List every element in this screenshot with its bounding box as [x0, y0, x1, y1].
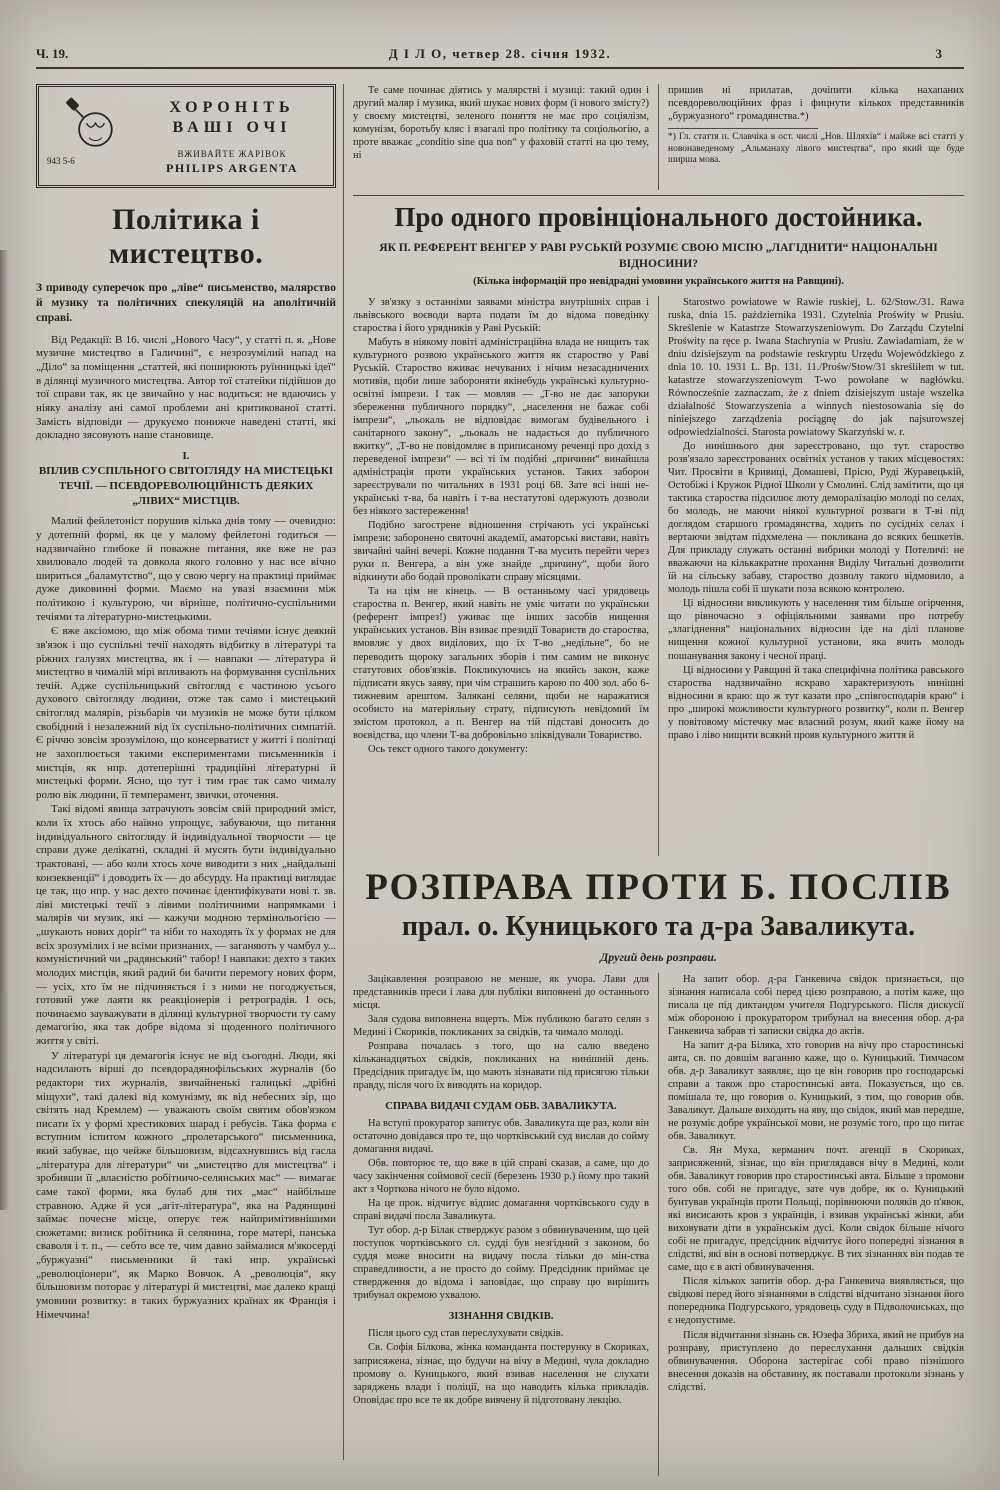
paragraph: Ось текст одного такого документу: — [368, 743, 528, 755]
paragraph: У літературі ця демагогія існує не від сьогодні. Люди, які надсилають вірші до псевдорадянофільських журналів (бо редактори тих журналів, звичайненькі галицькі „дрібні міщухи“, такі далекі від комунізму, як від небесних зір, що світять над Кремлем) — уважають своїм святим обов'язком писати їх у формі хрестикових шарад і ребусів. Така форма є вступним іспитом кожного „пролетарського“ письменника, який забуває, що чейже більшовизм, відсахнувшись від гасла „література для літератури“ чи „мистецтво для мистецтва“ і зробивши її „власністю робітничо-селянських мас“ — вимагає саме такої форми, яка булаб для тих „мас“ найбільше стравною. Адже й уся „агіт-література“, яка на Радянщині займає почесне місце, оперує теж найпримітивнішими сюжетами: визиск робітника й селянина, горе матері, панська сваволя і т. п., — себто все те, чим давно займалися м'якосерді „буржуазні“ письменники й такі нпр. українські „революціонери“, як Марко Вовчок. А „революція“, яку більшовизм поторає у літературі й мистецтві, має далеко кращі умовини розвитку: в таких буржуазних країнах як Франція і Німеччина! — [36, 1049, 336, 1321]
article-trial-title-line2: прал. о. Куницького та д-ра Заваликута. — [401, 911, 916, 943]
trial-left-column — [353, 973, 649, 1476]
editorial-note: Від Редакції: В 16. числі „Нового Часу“, у статті п. я. „Нове музичне мистецтво в Галичині“, є незрозумілий напад на „Діло“ за поміщення „статтей, які поширюють руїнницькі ідеї“ в ділянці музичного мистецтва. Автор тої статейки підійшов до тої справи так, як це звичайно у нас водиться: не вдаючись у ніяку аналізу ані самої проблеми ані критикованої статті. Замість відповіди — друкуємо понижче наведені статті, які докладно зясовують наше становище. — [36, 333, 336, 442]
paragraph: Мабуть в ніякому повіті адміністраційна влада не нищить так культурного розвою українського життя як староство у Раві Руській. Староство вживає нечуваних і нічим незасадничених мотивів, щоби лише забороняти якінебудь українські культурно-освітні імпрези. І так — мовляв — „Т-во не дає запоруки збереження публичного порядку“, „населення не бажає собі імпрези“, „льокаль не відповідає вимогам будівельного і санітарного закону“, „льокаль не надається до публичного вжитку“, „Т-во не повідомляє в приписаному реченці про дохід з переведеної імпрези“ — всі ті їм подібні „причини“ винайшла адміністрація проти українських установ. Таких заборон зареєстрували по читальнях в 1931 році 68. Зате всі інші не-українські т-ва, ба навіть і т-ва нестатутові одержують дозволи без ніякого застереження! — [353, 337, 649, 518]
paragraph: Св. Софія Білкова, жінка команданта постерунку в Скориках, заприсяжена, зізнає, що будучи на вічу в Медині, чула докладно промову о. Куницького, який взивав населення не слухати заряджень влади і поліції, на що наводить кілька прикладів. Оповідає про все те як добре вивчену й підготовану лекцію. — [353, 1342, 649, 1406]
paragraph: На це прок. відчитує відпис домагання чортківського суду в справі видачі посла Заваликута. — [353, 1198, 649, 1223]
continuation-column-2 — [668, 84, 964, 190]
paragraph: Те саме починає діятись у малярстві і музиці: такий один і другий маляр і музика, який шукає нових форм (і нового змісту?) у своєму мистецтві, зеленого поняття не має про соціялізм, комунізм, боротьбу кляс і взагалі про політику та соціольогію, а проте вважає „conditio sine qua non“ у фаховій статті на цю тему, ні — [353, 85, 649, 162]
paragraph: Зацікавлення розправою не менше, як учора. Лави для представників преси і лава для публіки виповнені до останнього місця. — [353, 974, 649, 1012]
paragraph: Та на цім не кінець. — В останньому часі урядовець староства п. Венгер, який навіть не уміє читати по українськи (референт імпрез!) уживає ще інших засобів нищення українських установ. Він взиває президії Товариств до староства, вмовляє у двох виділових, що їх Т-во „недільне“, бо не переводить щороку загальних зборів і тим самим не виконує статутових обов'язків. Покликуючись на якийсь закон, каже підписати якусь заяву, при чім страшить карою по 400 зол. або 6-тижневим арештом. Залякані селяни, щоби не наражатися особисто на матеріяльну страту, підписують невідомий їм змістом протокол, а п. Венгер на тій підставі доносить до воєвідства, що члени Т-ва добровільно зліквідували Товариство. — [353, 586, 649, 741]
article-trial-title-line1: РОЗПРАВА ПРОТИ Б. ПОСЛІВ — [365, 867, 952, 909]
article-continuation — [353, 84, 964, 190]
dignitary-right-column — [668, 296, 964, 856]
page-edge-shadow — [0, 250, 9, 1210]
paragraph: Розправа почалась з того, що на салю введено кільканадцятьох свідків, покликаних на нинішній день. Предсідник пригадує їм, що мають зізнавати під присягою тільки правду, після чого їх виводять на коридор. — [353, 1041, 649, 1092]
paragraph: Ці відносини у Равщині й така специфічна політика равського староства надзвичайно яскраво характеризують нинішні відносини в краю: що ж тут казати про „співгосподарів краю“ і про „широкі можливости культурного розвитку“, коли п. Венгер у повітовому містечку має власний розум, який каже йому на право і ліво нищити всякий прояв культурного життя й — [668, 664, 964, 741]
section-title: ВПЛИВ СУСПІЛЬНОГО СВІТОГЛЯДУ НА МИСТЕЦЬКІ ТЕЧІЇ. — ПСЕВДОРЕВОЛЮЦІЙНІСТЬ ДЕЯКИХ „ЛІВИХ“ МИСТЦІВ. — [38, 464, 334, 507]
trial-subheading-2: ЗІЗНАННЯ СВІДКІВ. — [448, 1311, 554, 1323]
column-divider — [658, 84, 659, 190]
paragraph: Такі відомі явища затрачують зовсім свій природний зміст, коли їх хтось або наївно упрощує, забуваючи, що питання індивідуального світогляду й індивідуальної творчости — це справи дуже делікатні, складні й мусять бути індивідуально трактовані, — або коли хтось хоче виводити з них „найдальші конзеквенції“ і доводить їх — до абсурду. На практиці виглядає це так, що нпр. у нас дехто починає ідентифікувати нові т. зв. ліві мистецькі течії з лівими політичними напрямками і малярів чи музик, які — кажучи модною термінольогією — „шукають нових доріг“ та ніби то находять їх у формах не для всіх зрозумілих і не всіми признаних, — заганяють у чамбул у... комуністичний чи „радянський“ табор! І навпаки: дехто з таких молодих мистців, який радий би бачити перемогу нових форм, — усіх, хто їм не підчиняється і з ними не погоджується, готовий уже лаяти як реакціонерів і ретроградів. І ось, починаємо зауважувати в ділянці культурної творчости ту саму демагогію, яка так добре відома зі щоденного політичного життя у світі. — [36, 803, 336, 1048]
dignitary-left-column — [353, 296, 649, 856]
trial-right-column — [668, 973, 964, 1476]
paragraph: На запит д-ра Біляка, хто говорив на вічу про старостинські авта, св. по довшім ваганню каже, що о. Куницький. Тимчасом обв. д-р Заваликут заявляє, що це він говорив про господарські справи а також про старостинські авта. Показується, що св. помішала те, що говорив о. Куницький, з тим, що говорив обв. Заваликут. Дальше виходить на яву, що свідок, який мав передше, не розуміє добре української мови, не розуміє того, про що питає обв. Заваликут. — [668, 1040, 964, 1143]
ad-text-area — [139, 95, 325, 180]
trial-subheading-1: СПРАВА ВИДАЧІ СУДАМ ОБВ. ЗАВАЛИКУТА. — [385, 1101, 617, 1113]
article-politics-title: Політика і мистецтво. — [108, 203, 264, 270]
article-dignitary-columns — [353, 296, 964, 856]
paragraph: Обв. повторює те, що вже в цій справі сказав, а саме, що до часу закінчення соймової сесії (березень 1930 р.) йому про такий акт з Чорткова нічого не було відомо. — [353, 1158, 649, 1196]
section-number: I. — [182, 449, 190, 462]
paragraph: Подібно загострене відношення стрічають усі українські імпрези: заборонено святочні академії, аматорські вистави, навіть звичайні чайні вечері. Кожне подання Т-ва мусить перейти через руки п. Венгера, а він уже знайде „причину“, щоби його відкинути або бодай проволікати справу місяцями. — [353, 520, 649, 584]
column-divider — [343, 84, 344, 1460]
article-dignitary-subtitle: ЯК П. РЕФЕРЕНТ ВЕНГЕР У РАВІ РУСЬКІЙ РОЗУМІЄ СВОЮ МІСІЮ „ЛАГІДНИТИ“ НАЦІОНАЛЬНІ ВІДНОСИНИ? — [379, 242, 938, 270]
footnote: *) Гл. стаття п. Славчіка в ост. числі „Нов. Шляхів“ і майже всі статті у новонаведеному „Альманаху лівого мистецтва“, про який ще буде ширша мова. — [668, 132, 964, 166]
article-politics-subtitle: З приводу суперечок про „ліве“ письменство, малярство й музику та політичних спекуляцій на аполітичній справі. — [36, 282, 336, 324]
left-column — [36, 84, 336, 1476]
ad-use-line: ВЖИВАЙТЕ ЖАРІВОК — [177, 149, 287, 159]
paragraph: Св. Ян Муха, керманич почт. агенції в Скориках, заприсяжений, зізнає, що він приглядався вічу в Медині, коли обв. Заваликут говорив про старостинські авта. Більше з промови того обв. собі не пригадує, зате чув добре, як о. Куницький бунтував українців проти Польщі, порівнюючи поляків до п'явок, які висисають кров з українців, і взивав українські жінки, аби виховувати діти в українськім дусі. Коли свідок більше нічого собі не пригадує, предсідник відчитує його попередні зізнання в слідстві, які він в основі потверджує. В тих зізнаннях він подав те саме, що є в акті обвинувачення. — [668, 1145, 964, 1274]
paragraph: Ці відносини викликують у населення тим більше огірчення, що рівночасно з офіціяльними заявами про потребу „злагіднення“ національних відносин іде на ділі планове нищення кожної культурної установи, яка вчить молодь пошанування закону і чесної праці. — [668, 598, 964, 662]
paragraph: Тут обор. д-р Білак стверджує разом з обвинуваченим, що цей поступок чортківського сл. судді був незгідний з законом, бо суддя може вносити на видачу посла тільки до мін-ства справедливости, а не просто до сойму. Предсідник приймає це ствердження до відома і заповідає, що справу цю вирішить трибунал окремою ухвалою. — [353, 1225, 649, 1302]
masthead — [36, 46, 964, 69]
paragraph: Малий фейлетоніст порушив кілька днів тому — очевидно: у дотепній формі, як це у малому фейлетоні годиться — надзвичайно глибоке й поважне питання, яке вже не раз хвилювало людей та довкола якого головно у нас все вічно шириться „баламутство“, що у свою чергу на практиці приймає дуже диковинні форми. Маємо на увазі взаємини між політикою і культурою, чи вірніше, політично-суспільними течіями та літературно-мистецькими. — [36, 515, 336, 623]
footnote-rule — [668, 128, 818, 129]
article-trial-columns — [353, 973, 964, 1476]
article-trial-subtitle: Другий день розправи. — [600, 950, 717, 965]
article-politics-body — [36, 515, 336, 1322]
page-number: 3 — [935, 46, 942, 61]
lightbulb-icon — [57, 95, 123, 153]
ad-headline-line2: ВАШІ ОЧІ — [172, 119, 292, 136]
newspaper-title-date: Д І Л О, четвер 28. січня 1932. — [388, 46, 612, 61]
column-divider — [658, 296, 659, 856]
paragraph: На запит обор. д-ра Ганкевича свідок признається, що зізнання написала собі перед цією розправою, а потім каже, що писала це під диктандом учителя Подгурського. Після дискусії між обороною і прокуратором трибунал на внесення обор. д-ра Ганкевича забрав ті записки свідка до актів. — [668, 974, 964, 1038]
paragraph: пришив ні прилатав, дочіпити кілька нахапаних псевдореволюційних фраз і фицнути кількох представників „буржуазного“ громадянства.*) — [668, 85, 964, 123]
column-divider — [658, 973, 659, 1476]
issue-number: Ч. 19. — [36, 46, 69, 61]
ad-headline-line1: ХОРОНІТЬ — [169, 99, 295, 116]
ad-brand-name: PHILIPS ARGENTA — [166, 161, 298, 175]
paragraph: Після відчитання зізнань св. Юзефа Збриха, який не прибув на розправу, приступлено до переслухання дальших свідків обвинувачення. Оборона застерігає собі право пізнішого внесення доказів на обставину, як поставали протоколи зізнань у слідстві. — [668, 1329, 964, 1393]
paragraph-polish-document: Starostwo powiatowe w Rawie ruskiej, L. 62/Stow./31. Rawa ruska, dnia 15. października 1931. Czytelnia Proświty w Prusiu. Skreślenie w Katastrze Stowarzyszeniowym. Do Zarządu Czytelni Proświty na ręce p. Iwana Stachrynia w Prusiu. Zawiadamiam, że w dniu dzisiejszym na podstawie reskryptu Urzędu Wojewódzkiego z dnia 10. 10. 1931 L. Bp. 131. 11./Prośw/Stow/31 skreśliłem w tut. katastrze stowarzyszeniowym T-wo powołane w nagłówku. Równocześnie zaznaczam, że z dniem dzisiejszym ustaje wszelka działalność Stowarzyszenia a winnych niestosowania się do niniejszego zarządzenia pociągnę do jak najsurowszej odpowiedzialności. Starosta powiatowy Skarzyński w. r. — [668, 297, 964, 439]
paragraph: Є вже аксіомою, що між обома тими течіями існує деякий зв'язок і що суспільні течії находять відбитку в літературі та ріжних галузях мистецтва, як і — навпаки — література й мистецтво в чималій мірі впливають на формування суспільних течій. Адже суспільницький світогляд є частиною усього духового світогляду людини, отже так само і мистецький світогляд малярів, різьбарів чи музиків не може бути цілком свобідний і незалежний від їх суспільно-політичних симпатій. Є річчю зовсім зрозумілою, що консерватист у житті і політиці не захоплюється такими експериментами письменників і мистців, як нпр. дотеперішні традиційні літературні й мистецькі форми. Ясно, що тут і тим грає так само чималу ролю вік людини, її темперамент, звички, оточення. — [36, 625, 336, 801]
paragraph: Після цього суд став переслухувати свідків. — [368, 1328, 564, 1340]
philips-advertisement — [36, 84, 336, 188]
paragraph: Після кількох запитів обор. д-ра Ганкевича виявляється, що свідкові перед його зізнаннями в слідстві відчитано зізнання його попередника Подгурського, урядовець суду в Підволочиськах, що є недопустиме. — [668, 1276, 964, 1327]
paragraph: Заля судова виповнена вщерть. Між публикою багато селян з Медині і Скориків, покликаних за свідків, та чимало молоді. — [353, 1014, 649, 1039]
paragraph: На вступі прокуратор запитує обв. Заваликута ще раз, коли він остаточно довідався про те, що чортківський суд вислав до сойму домагання видачі. — [353, 1118, 649, 1156]
paragraph: У зв'язку з останніми заявами міністра внутрішніх справ і львівського воєводи варта подати їм до відома поведінку староства і його урядників у Раві Руській: — [353, 297, 649, 335]
article-dignitary-subtitle2: (Кілька інформацій про невідрадні умовини українського життя на Равщині). — [473, 276, 844, 288]
paragraph: До нинішнього дня зареєстровано, що тут. староство розв'язало зареєстрованих освітніх установ у таких місцевостях: Чит. Просвіти в Кривиці, Домашеві, Прісю, Руді Журавецькій, Остобіжі і Кружок Рідної Школи у Смолині. Слід замітити, що ця тактика староства підсилює люту деморалізацію молоді по селах, бо молодь, не маючи ніякої культурної розваги в Т-ві під доглядом старшого громадянства, ходить по сусідніх селах і вертаючи звідтам підхмелена — покликана до всяких бешкетів. Для прикладу служать останні вибрики молоді у Потеличі: не вважаючи на кількакратне прохання Виділу Читальні дозволити їй на сільську забаву, староство дозволу такого відмовило, а молодь пішла собі її шукати поза всякою контролею. — [668, 441, 964, 596]
continuation-column-1 — [353, 84, 649, 190]
article-dignitary-title: Про одного провінціонального достойника. — [394, 202, 923, 232]
ad-code: 943 5-6 — [47, 156, 75, 166]
right-area — [353, 84, 964, 1476]
section-rule — [353, 195, 964, 196]
ad-image-area — [47, 95, 133, 180]
